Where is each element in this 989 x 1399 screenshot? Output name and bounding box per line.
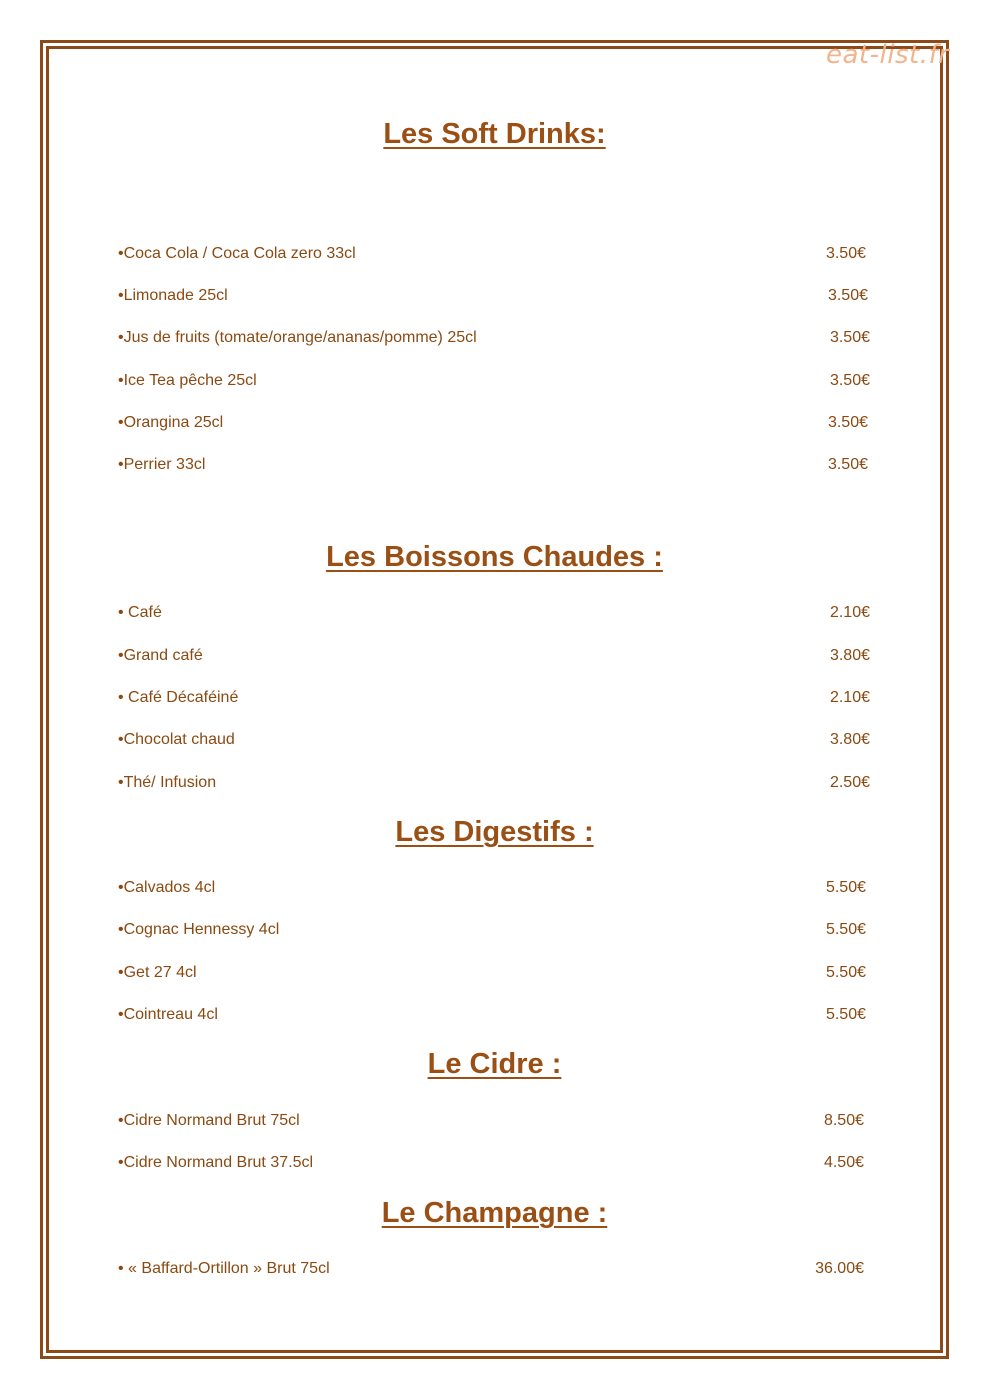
menu-item (118, 329, 870, 353)
item-name: •Ice Tea pêche 25cl (118, 372, 257, 389)
menu-item (118, 456, 870, 480)
item-name: •Cidre Normand Brut 37.5cl (118, 1154, 314, 1171)
menu-item (118, 1112, 870, 1136)
item-price: 8.50€ (823, 1112, 864, 1129)
menu-item (118, 964, 870, 988)
item-price: 5.50€ (825, 1006, 866, 1023)
item-price: 3.50€ (827, 287, 868, 304)
item-price: 3.50€ (825, 245, 866, 262)
item-name: •Thé/ Infusion (118, 774, 217, 791)
item-price: 3.80€ (829, 647, 870, 664)
item-name: •Calvados 4cl (118, 879, 216, 896)
menu-item (118, 1006, 870, 1030)
item-name: •Get 27 4cl (118, 964, 197, 981)
section-title-cidre: Le Cidre : (427, 1048, 562, 1080)
item-name: • Café (118, 604, 162, 621)
item-name: • « Baffard-Ortillon » Brut 75cl (118, 1260, 330, 1277)
menu-item (118, 414, 870, 438)
menu-item (118, 245, 870, 269)
item-price: 3.50€ (827, 456, 868, 473)
item-price: 3.50€ (829, 329, 870, 346)
menu-item (118, 774, 870, 798)
item-price: 5.50€ (825, 964, 866, 981)
item-name: •Limonade 25cl (118, 287, 228, 304)
item-price: 5.50€ (825, 921, 866, 938)
item-price: 2.10€ (829, 604, 870, 621)
item-name: •Chocolat chaud (118, 731, 235, 748)
item-name: •Cognac Hennessy 4cl (118, 921, 280, 938)
item-name: •Coca Cola / Coca Cola zero 33cl (118, 245, 356, 262)
watermark-text: eat-list.fr (826, 40, 950, 70)
item-name: •Jus de fruits (tomate/orange/ananas/pomme) 25cl (118, 329, 477, 346)
item-price: 3.50€ (829, 372, 870, 389)
menu-item (118, 287, 870, 311)
menu-item (118, 372, 870, 396)
item-price: 3.50€ (827, 414, 868, 431)
item-price: 36.00€ (815, 1260, 864, 1277)
menu-item (118, 1260, 870, 1284)
item-name: •Orangina 25cl (118, 414, 224, 431)
item-name: •Grand café (118, 647, 203, 664)
item-name: •Cointreau 4cl (118, 1006, 218, 1023)
menu-item (118, 647, 870, 671)
menu-item (118, 921, 870, 945)
menu-item (118, 689, 870, 713)
menu-item (118, 731, 870, 755)
item-price: 5.50€ (825, 879, 866, 896)
section-title-soft-drinks: Les Soft Drinks: (383, 118, 606, 150)
item-price: 3.80€ (829, 731, 870, 748)
section-title-boissons-chaudes: Les Boissons Chaudes : (326, 541, 663, 573)
item-name: •Perrier 33cl (118, 456, 206, 473)
item-price: 2.10€ (829, 689, 870, 706)
section-title-champagne: Le Champagne : (381, 1197, 608, 1229)
item-name: • Café Décaféiné (118, 689, 239, 706)
menu-item (118, 604, 870, 628)
item-price: 2.50€ (829, 774, 870, 791)
item-name: •Cidre Normand Brut 75cl (118, 1112, 300, 1129)
item-price: 4.50€ (823, 1154, 864, 1171)
menu-item (118, 1154, 870, 1178)
section-title-digestifs: Les Digestifs : (395, 816, 594, 848)
menu-item (118, 879, 870, 903)
